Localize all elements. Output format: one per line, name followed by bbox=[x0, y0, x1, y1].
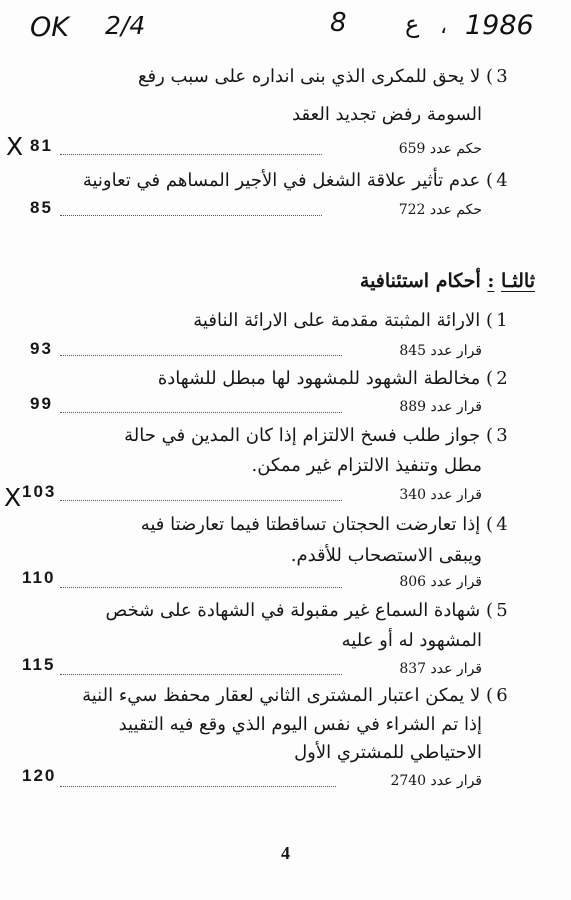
handwritten-separator: ، bbox=[440, 14, 448, 39]
item-4-line-1: 4) إذا تعارضت الحجتان تساقطتا فيما تعارضتا فيه bbox=[140, 514, 508, 535]
item-2-page: 99 bbox=[30, 394, 53, 413]
handwritten-year: 1986 bbox=[465, 10, 534, 41]
dot-leader bbox=[60, 500, 342, 501]
item-6-line-2: إذا تم الشراء في نفس اليوم الذي وقع فيه التقييد bbox=[118, 714, 482, 735]
item-3-ref: قرار عدد 340 bbox=[399, 487, 482, 503]
dot-leader bbox=[60, 674, 342, 675]
top-item-4-ref: حكم عدد 722 bbox=[398, 202, 482, 218]
dot-leader bbox=[60, 412, 342, 413]
dot-leader bbox=[60, 215, 322, 216]
item-6-line-1: 6) لا يمكن اعتبار المشترى الثاني لعقار محفظ سيء النية bbox=[82, 685, 508, 706]
handwritten-eight: 8 bbox=[330, 8, 347, 38]
handwritten-ok: OK bbox=[30, 12, 69, 43]
item-1-ref: قرار عدد 845 bbox=[399, 343, 482, 359]
dot-leader bbox=[60, 786, 336, 787]
item-4-page: 110 bbox=[22, 568, 56, 587]
top-item-3-page: 81 bbox=[30, 136, 53, 155]
item-3-line-1: 3) جواز طلب فسخ الالتزام إذا كان المدين في حالة bbox=[124, 425, 508, 446]
item-6-page: 120 bbox=[22, 766, 57, 785]
handwritten-letter: ع bbox=[405, 10, 420, 38]
item-2-line-1: 2) مخالطة الشهود للمشهود لها مبطل للشهادة bbox=[157, 368, 508, 389]
item-3-page: 103 bbox=[22, 482, 57, 501]
top-item-4-page: 85 bbox=[30, 198, 53, 217]
item-6-line-3: الاحتياطي للمشتري الأول bbox=[294, 742, 482, 763]
item-6-ref: قرار عدد 2740 bbox=[390, 773, 482, 789]
item-4-ref: قرار عدد 806 bbox=[399, 574, 482, 590]
handwritten-mark-2: X bbox=[4, 483, 22, 512]
handwritten-mark-1: X bbox=[6, 132, 24, 161]
top-item-4-line-1: 4) عدم تأثير علاقة الشغل في الأجير المساهم في تعاونية bbox=[82, 170, 508, 191]
dot-leader bbox=[60, 154, 322, 155]
item-1-line-1: 1) الارائة المثبتة مقدمة على الارائة النافية bbox=[193, 310, 508, 331]
item-4-line-2: ويبقى الاستصحاب للأقدم. bbox=[290, 545, 482, 566]
item-5-line-2: المشهود له أو عليه bbox=[341, 630, 482, 651]
item-3-line-2: مطل وتنفيذ الالتزام غير ممكن. bbox=[251, 455, 482, 476]
item-1-page: 93 bbox=[30, 339, 53, 358]
top-item-3-line-1: 3) لا يحق للمكرى الذي بنى انداره على سبب رفع bbox=[137, 66, 508, 87]
item-5-line-1: 5) شهادة السماع غير مقبولة في الشهادة على شخص bbox=[105, 600, 508, 621]
section-heading: ثالثـا : أحكام استئنافية bbox=[359, 270, 535, 292]
handwritten-fraction: 2/4 bbox=[105, 11, 146, 40]
dot-leader bbox=[60, 587, 342, 588]
top-item-3-line-2: السومة رفض تجديد العقد bbox=[292, 104, 482, 125]
item-2-ref: قرار عدد 889 bbox=[399, 399, 482, 415]
item-5-page: 115 bbox=[22, 655, 56, 674]
dot-leader bbox=[60, 355, 342, 356]
item-5-ref: قرار عدد 837 bbox=[399, 661, 482, 677]
top-item-3-ref: حكم عدد 659 bbox=[398, 141, 482, 157]
page-number: 4 bbox=[281, 843, 290, 863]
